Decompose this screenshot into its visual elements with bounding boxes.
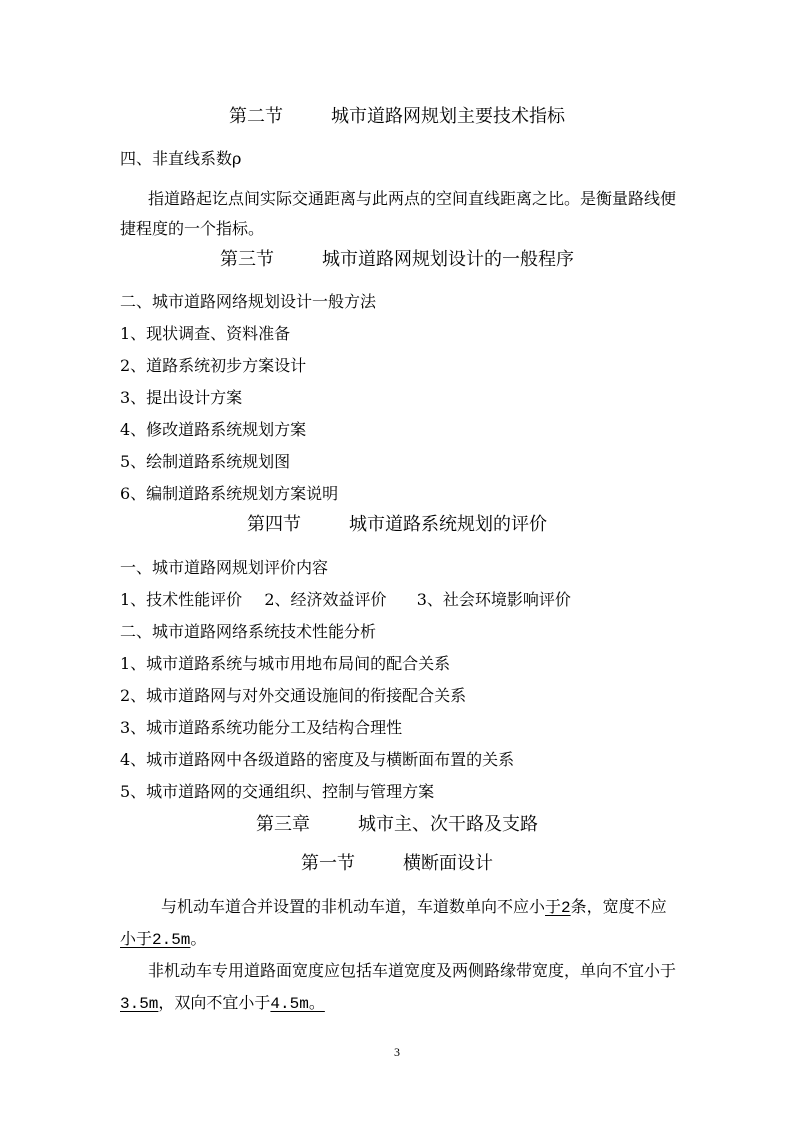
evaluation-item: 2、经济效益评价	[264, 590, 387, 609]
section-number: 第四节	[247, 514, 301, 535]
list-item: 3、提出设计方案	[120, 388, 243, 407]
section-title: 横断面设计	[403, 853, 493, 874]
list-item: 5、城市道路网的交通组织、控制与管理方案	[120, 782, 435, 801]
paragraph-line	[120, 993, 325, 1014]
list-item: 1、城市道路系统与城市用地布局间的配合关系	[120, 654, 451, 673]
evaluation-items-row	[120, 590, 571, 610]
list-item: 2、道路系统初步方案设计	[120, 356, 307, 375]
paragraph-line: 捷程度的一个指标。	[120, 219, 265, 238]
list-item: 5、绘制道路系统规划图	[120, 452, 291, 471]
chapter-number: 第三章	[256, 814, 310, 835]
section-heading-1	[0, 853, 794, 875]
section-title: 城市道路系统规划的评价	[349, 514, 547, 535]
paragraph-line: 指道路起讫点间实际交通距离与此两点的空间直线距离之比。是衡量路线便	[148, 189, 677, 208]
text-run: 。	[190, 929, 207, 948]
subheading-nonlinear-coefficient: 四、非直线系数ρ	[120, 149, 242, 168]
evaluation-item: 1、技术性能评价	[120, 590, 243, 609]
chapter-title: 城市主、次干路及支路	[358, 814, 538, 835]
chapter-heading-3	[0, 814, 794, 836]
section-number: 第三节	[220, 249, 274, 270]
text-run: ，双向不宜小于	[158, 993, 271, 1012]
text-run: 条，宽度不应	[570, 897, 667, 916]
section-number: 第一节	[301, 853, 355, 874]
list-item: 4、城市道路网中各级道路的密度及与横断面布置的关系	[120, 750, 515, 769]
list-item: 6、编制道路系统规划方案说明	[120, 484, 339, 503]
section-heading-2	[0, 106, 794, 128]
underlined-value: 于2	[545, 899, 571, 917]
evaluation-item: 3、社会环境影响评价	[416, 590, 571, 609]
list-item: 3、城市道路系统功能分工及结构合理性	[120, 718, 403, 737]
section-title: 城市道路网规划主要技术指标	[331, 106, 565, 127]
list-item: 4、修改道路系统规划方案	[120, 420, 307, 439]
list-item: 1、现状调查、资料准备	[120, 324, 291, 343]
subheading-evaluation-content: 一、城市道路网规划评价内容	[120, 558, 329, 577]
list-item: 2、城市道路网与对外交通设施间的衔接配合关系	[120, 686, 467, 705]
underlined-value: 3.5m	[120, 995, 159, 1013]
section-heading-4	[0, 514, 794, 536]
subheading-technical-analysis: 二、城市道路网络系统技术性能分析	[120, 622, 377, 641]
text-run: 与机动车道合并设置的非机动车道，车道数单向不应小	[161, 897, 546, 916]
section-number: 第二节	[229, 106, 283, 127]
section-title: 城市道路网规划设计的一般程序	[322, 249, 574, 270]
underlined-value: 小于2.5m	[120, 931, 191, 949]
section-heading-3	[0, 249, 794, 271]
subheading-planning-method: 二、城市道路网络规划设计一般方法	[120, 292, 377, 311]
page-number: 3	[394, 1045, 400, 1059]
underlined-value: 4.5m。	[270, 995, 325, 1013]
paragraph-line	[120, 929, 206, 950]
paragraph-line: 非机动车专用道路面宽度应包括车道宽度及两侧路缘带宽度，单向不宜小于	[148, 961, 677, 980]
paragraph-line	[161, 897, 667, 918]
